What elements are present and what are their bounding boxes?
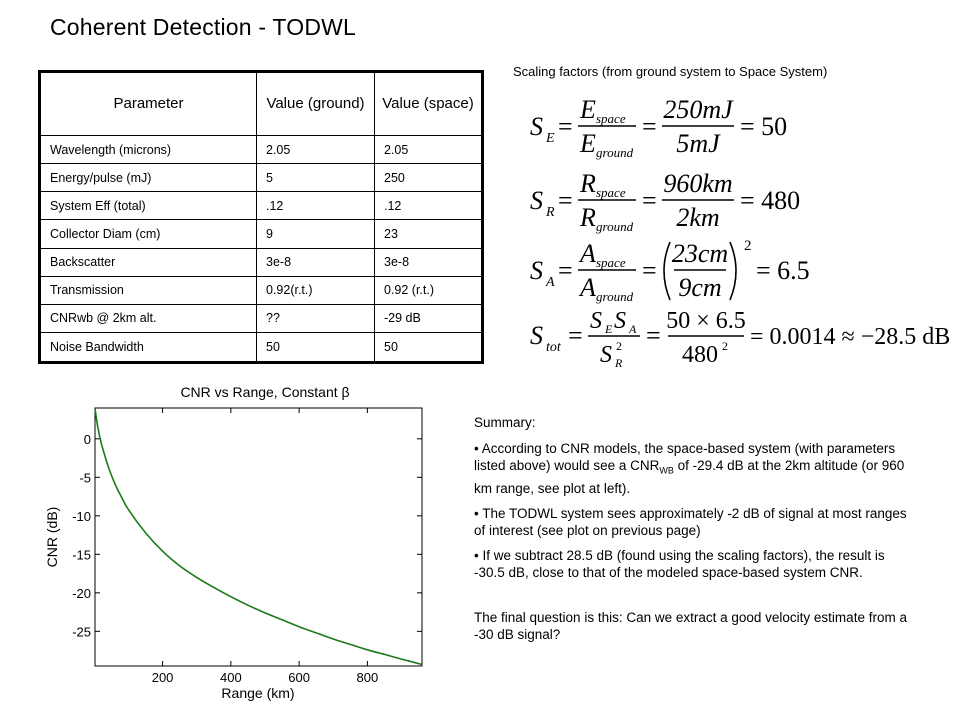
plot-frame — [95, 408, 422, 666]
table-cell: System Eff (total) — [40, 192, 257, 220]
table-cell: CNRwb @ 2km alt. — [40, 304, 257, 332]
svg-text:=: = — [558, 186, 573, 215]
svg-text:=: = — [642, 112, 657, 141]
eq-result: = 50 — [740, 112, 788, 141]
summary-section — [474, 414, 914, 651]
eq-num-b-sub: A — [629, 322, 637, 336]
eq-lhs-sub: tot — [546, 340, 561, 355]
y-axis — [72, 432, 422, 640]
header-value-space: Value (space) — [375, 72, 483, 136]
table-cell: 2.05 — [257, 136, 375, 164]
x-tick-label: 800 — [356, 670, 379, 685]
scaling-caption: Scaling factors (from ground system to Space System) — [513, 64, 828, 79]
table-cell: Backscatter — [40, 248, 257, 276]
table-row — [40, 136, 483, 164]
y-tick-label: -25 — [72, 624, 91, 640]
cnr-vs-range-chart — [38, 378, 438, 708]
eq-den2: 9cm — [678, 273, 722, 302]
table-row — [40, 276, 483, 304]
eq-num2: 23cm — [671, 239, 729, 268]
table-cell: 0.92(r.t.) — [257, 276, 375, 304]
eq-den: A — [580, 273, 596, 302]
eq-den-sub: R — [615, 356, 623, 370]
y-tick-label: 0 — [83, 431, 91, 447]
eq-result: = 6.5 — [756, 256, 810, 285]
series-line-cnr — [95, 409, 422, 665]
eq-lhs: S — [530, 256, 543, 285]
eq-lhs-sub: A — [546, 275, 555, 290]
summary-bullet-3: • If we subtract 28.5 dB (found using the scaling factors), the result is -30.5 dB, close to that of the modeled space-based system CNR. — [474, 547, 885, 580]
eq-exp: 2 — [744, 238, 752, 254]
table-row — [40, 164, 483, 192]
equation-total-scaling — [528, 304, 951, 377]
eq-den2: 2km — [676, 203, 720, 232]
eq-lhs-sub: R — [546, 205, 555, 220]
eq-den-sup: 2 — [616, 339, 622, 353]
table-row — [40, 220, 483, 248]
x-axis-label: Range (km) — [221, 685, 295, 701]
table-cell: Wavelength (microns) — [40, 136, 257, 164]
x-tick-label: 600 — [288, 670, 310, 685]
eq-num2: 250mJ — [663, 95, 733, 124]
eq-den2: 480 — [682, 342, 718, 368]
eq-num: S — [590, 308, 602, 334]
table-row — [40, 248, 483, 276]
svg-text:=: = — [568, 321, 583, 350]
svg-text:=: = — [646, 321, 661, 350]
eq-den2: 5mJ — [676, 129, 720, 158]
table-row — [40, 192, 483, 220]
x-tick-label: 400 — [220, 670, 242, 685]
eq-den-sub: ground — [596, 145, 634, 160]
eq-num-sub: space — [596, 255, 626, 270]
table-cell: Transmission — [40, 276, 257, 304]
table-cell: Energy/pulse (mJ) — [40, 164, 257, 192]
eq-num-sub: E — [605, 322, 613, 336]
table-row — [40, 332, 483, 362]
table-cell: 250 — [375, 164, 483, 192]
table-cell: Collector Diam (cm) — [40, 220, 257, 248]
header-value-ground: Value (ground) — [257, 72, 375, 136]
summary-final-question: The final question is this: Can we extract a good velocity estimate from a -30 dB signal? — [474, 609, 907, 642]
svg-text:=: = — [558, 112, 573, 141]
equation-range-scaling — [528, 166, 848, 239]
svg-text:=: = — [642, 256, 657, 285]
eq-lhs: S — [530, 112, 543, 141]
y-axis-label: CNR (dB) — [44, 506, 60, 568]
eq-num2: 50 × 6.5 — [666, 308, 746, 334]
eq-den-sub: ground — [596, 289, 634, 304]
table-cell: 50 — [375, 332, 483, 362]
table-cell: 9 — [257, 220, 375, 248]
table-cell: .12 — [375, 192, 483, 220]
header-parameter: Parameter — [40, 72, 257, 136]
table-cell: Noise Bandwidth — [40, 332, 257, 362]
eq-den: S — [600, 342, 612, 368]
summary-bullet-1: • According to CNR models, the space-based system (with parameters listed above) would see a $CNR_{WB}$ of -29.4 dB at the 2km altitude (or 960 km range, see plot at left). — [474, 441, 905, 496]
y-tick-label: -15 — [72, 547, 91, 563]
x-axis — [152, 408, 379, 685]
table-cell: 3e-8 — [375, 248, 483, 276]
table-cell: 0.92 (r.t.) — [375, 276, 483, 304]
svg-text:=: = — [558, 256, 573, 285]
table-cell: 2.05 — [375, 136, 483, 164]
x-tick-label: 200 — [151, 670, 174, 685]
table-row — [40, 304, 483, 332]
eq-num-sub: space — [596, 111, 626, 126]
eq-result: = 0.0014 ≈ −28.5 dB — [750, 324, 951, 350]
eq-num-b: S — [614, 308, 626, 334]
summary-bullet-2: • The TODWL system sees approximately -2 dB of signal at most ranges of interest (see plot on previous page) — [474, 505, 907, 538]
y-tick-label: -5 — [79, 470, 91, 486]
eq-den: E — [580, 129, 596, 158]
table-cell: 50 — [257, 332, 375, 362]
eq-num-sub: space — [596, 185, 626, 200]
parameter-table — [38, 70, 484, 364]
eq-num: A — [580, 239, 596, 268]
eq-lhs: S — [530, 321, 543, 350]
eq-lhs: S — [530, 186, 543, 215]
chart-title: CNR vs Range, Constant β — [180, 384, 350, 400]
eq-num: R — [580, 169, 596, 198]
table-cell: 23 — [375, 220, 483, 248]
y-tick-label: -10 — [72, 508, 91, 524]
eq-result: = 480 — [740, 186, 801, 215]
eq-den2-sup: 2 — [722, 339, 728, 353]
table-header-row — [40, 72, 483, 136]
eq-lhs-sub: E — [546, 131, 555, 146]
eq-den: R — [580, 203, 596, 232]
table-cell: .12 — [257, 192, 375, 220]
summary-heading: Summary: — [474, 415, 536, 430]
page-title: Coherent Detection - TODWL — [50, 14, 357, 40]
table-cell: 5 — [257, 164, 375, 192]
eq-den-sub: ground — [596, 219, 634, 234]
equation-energy-scaling — [528, 92, 848, 165]
y-tick-label: -20 — [72, 585, 91, 601]
table-cell: -29 dB — [375, 304, 483, 332]
eq-num: E — [580, 95, 596, 124]
table-cell: ?? — [257, 304, 375, 332]
eq-num2: 960km — [663, 169, 733, 198]
table-cell: 3e-8 — [257, 248, 375, 276]
equation-area-scaling — [528, 236, 848, 311]
svg-text:=: = — [642, 186, 657, 215]
